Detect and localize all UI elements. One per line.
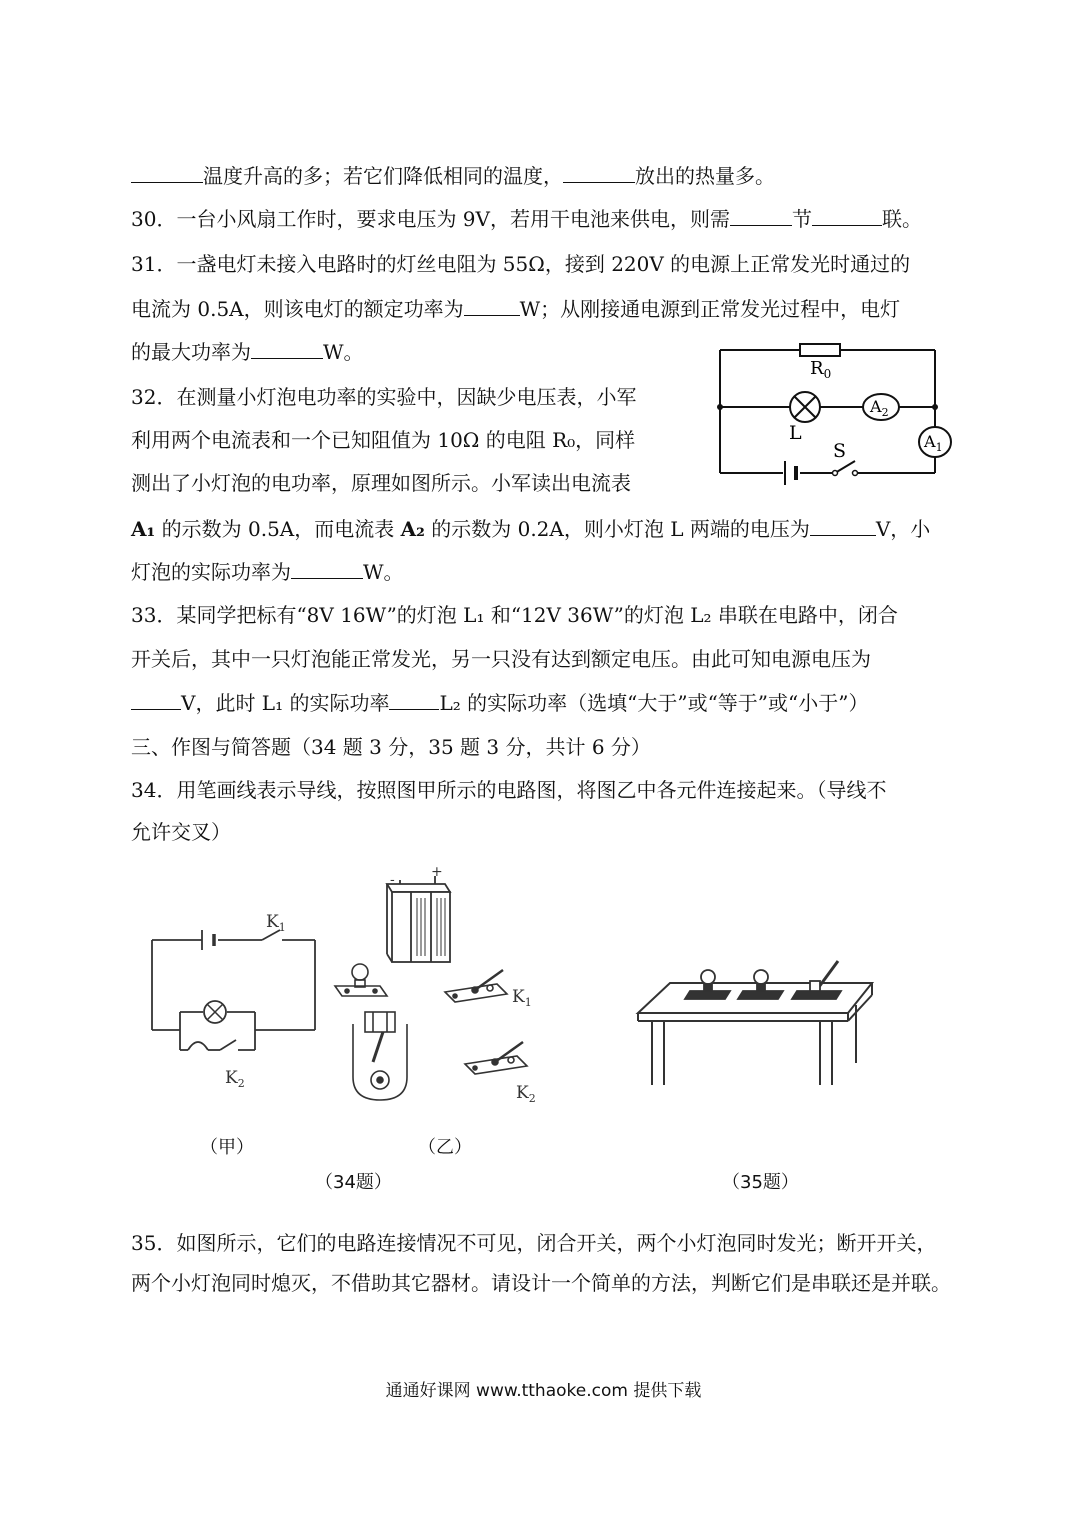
answer-blank[interactable] (291, 558, 363, 579)
svg-text:K1: $K_1$ (266, 912, 286, 934)
battery-pack-icon (387, 876, 450, 962)
answer-blank[interactable] (730, 205, 792, 226)
svg-text:-: - (390, 872, 395, 888)
caption-q35: （35题） (722, 1172, 799, 1193)
question-34-line2: 允许交叉） (131, 820, 231, 844)
resistor-r0 (800, 344, 840, 356)
figure-34-circuit-jia (140, 900, 320, 1100)
bell-icon (353, 1012, 407, 1100)
question-34-line1: 34．用笔画线表示导线，按照图甲所示的电路图，将图乙中各元件连接起来。（导线不 (131, 778, 887, 802)
answer-blank[interactable] (389, 689, 439, 710)
question-32-line3: 测出了小灯泡的电功率，原理如图所示。小军读出电流表 (131, 471, 631, 495)
section-3-heading: 三、作图与简答题（34 题 3 分，35 题 3 分，共计 6 分） (131, 735, 651, 759)
question-32-line5: 灯泡的实际功率为 W。 (131, 560, 404, 584)
figure-35-table (630, 955, 880, 1090)
question-33-line1: 33．某同学把标有“8V 16W”的灯泡 L₁ 和“12V 36W”的灯泡 L₂ 串联在电路中，闭合 (131, 603, 898, 627)
answer-blank[interactable] (464, 295, 520, 316)
line-q29-cont: 温度升高的多；若它们降低相同的温度， 放出的热量多。 (131, 162, 775, 190)
svg-text:A2: $A_2$ (870, 397, 889, 419)
question-33-line3: V，此时 L₁ 的实际功率 L₂ 的实际功率（选填“大于”或“等于”或“小于”） (131, 689, 868, 717)
answer-blank[interactable] (131, 162, 203, 183)
battery-icon (785, 461, 796, 485)
lamp-holder-icon (335, 964, 387, 996)
svg-text:K2: $K_2$ (225, 1068, 245, 1090)
figure-34-components-yi (325, 862, 570, 1107)
caption-q34: （34题） (315, 1172, 392, 1193)
answer-blank[interactable] (812, 205, 882, 226)
question-31-line2: 电流为 0.5A，则该电灯的额定功率为 W；从刚接通电源到正常发光过程中，电灯 (131, 297, 901, 321)
switch-k2-icon (465, 1042, 527, 1074)
question-32-line1: 32．在测量小灯泡电功率的实验中，因缺少电压表，小军 (131, 385, 637, 409)
question-30: 30．一台小风扇工作时，要求电压为 9V，若用干电池来供电，则需 节 联。 (131, 207, 922, 231)
svg-text:K1: $K_1$ (512, 987, 532, 1009)
page-footer: 通通好课网 www.tthaoke.com 提供下载 (385, 1381, 702, 1401)
question-32-line2: 利用两个电流表和一个已知阻值为 10Ω 的电阻 R₀，同样 (131, 428, 636, 452)
question-31-line3: 的最大功率为 W。 (131, 340, 364, 364)
svg-text:A1: $A_1$ (924, 432, 943, 454)
question-32-line4: A₁ 的示数为 0.5A，而电流表 A₂ 的示数为 0.2A，则小灯泡 L 两端的电压为 V，小 (131, 517, 931, 541)
question-35-line1: 35．如图所示，它们的电路连接情况不可见，闭合开关，两个小灯泡同时发光；断开开关， (131, 1231, 937, 1255)
answer-blank[interactable] (251, 338, 323, 359)
lamp-l-icon (790, 392, 820, 422)
switch-k1-icon (445, 970, 507, 1002)
switch-icon (792, 961, 841, 999)
battery-icon (202, 930, 214, 950)
question-35-line2: 两个小灯泡同时熄灭，不借助其它器材。请设计一个简单的方法，判断它们是串联还是并联。 (131, 1271, 951, 1295)
caption-jia: （甲） (200, 1137, 254, 1158)
answer-blank[interactable] (810, 515, 876, 536)
question-33-line2: 开关后，其中一只灯泡能正常发光，另一只没有达到额定电压。由此可知电源电压为 (131, 647, 871, 671)
lamp-icon (204, 1001, 226, 1023)
svg-text:L: L (789, 422, 802, 444)
svg-text:S: S (833, 440, 847, 462)
svg-text:+: + (431, 864, 443, 880)
question-31-line1: 31．一盏电灯未接入电路时的灯丝电阻为 55Ω，接到 220V 的电源上正常发光时通过的 (131, 252, 911, 276)
svg-text:R0: $R_0$ (810, 358, 832, 381)
answer-blank[interactable] (131, 689, 181, 710)
answer-blank[interactable] (563, 162, 635, 183)
circuit-diagram-q32 (705, 335, 965, 485)
svg-text:K2: $K_2$ (516, 1083, 536, 1105)
caption-yi: （乙） (418, 1137, 472, 1158)
